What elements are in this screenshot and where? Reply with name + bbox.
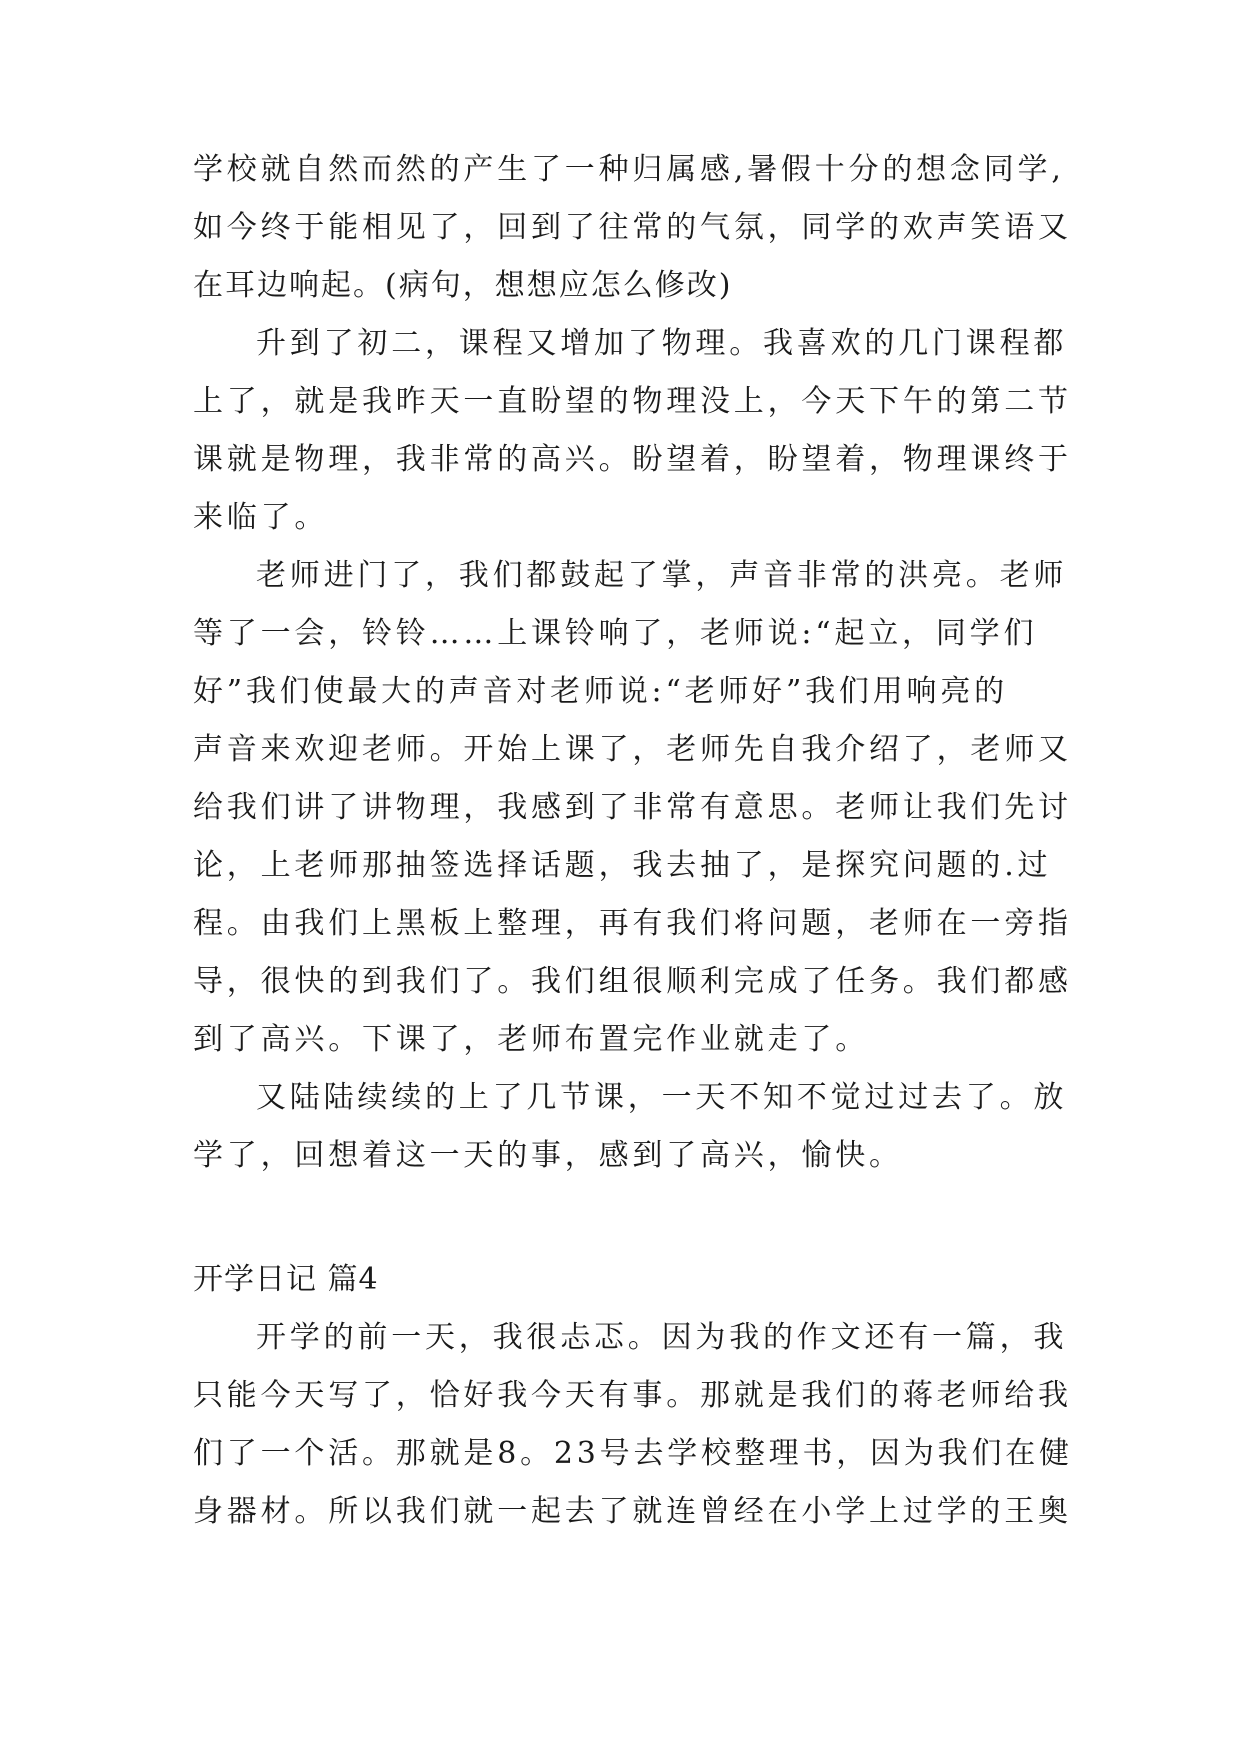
text-line: 程。由我们上黑板上整理，再有我们将问题，老师在一旁指 [193, 906, 1072, 941]
section-heading: 开学日记 篇4 [193, 1262, 379, 1297]
text-line: 开学的前一天，我很忐忑。因为我的作文还有一篇，我 [256, 1320, 1068, 1355]
text-line: 在耳边响起。(病句，想想应怎么修改) [193, 268, 733, 303]
text-line: 们了一个活。那就是8。23号去学校整理书，因为我们在健 [193, 1436, 1073, 1471]
text-line: 升到了初二，课程又增加了物理。我喜欢的几门课程都 [256, 326, 1068, 361]
text-line: 只能今天写了，恰好我今天有事。那就是我们的蒋老师给我 [193, 1378, 1072, 1413]
text-line: 课就是物理，我非常的高兴。盼望着，盼望着，物理课终于 [193, 442, 1072, 477]
text-line: 如今终于能相见了，回到了往常的气氛，同学的欢声笑语又 [193, 210, 1072, 245]
text-line: 等了一会，铃铃……上课铃响了，老师说:“起立，同学们 [193, 616, 1038, 651]
text-line: 声音来欢迎老师。开始上课了，老师先自我介绍了，老师又 [193, 732, 1072, 767]
text-line: 上了，就是我昨天一直盼望的物理没上，今天下午的第二节 [193, 384, 1072, 419]
text-line: 又陆陆续续的上了几节课，一天不知不觉过过去了。放 [256, 1080, 1068, 1115]
text-line: 到了高兴。下课了，老师布置完作业就走了。 [193, 1022, 869, 1057]
text-line: 导，很快的到我们了。我们组很顺利完成了任务。我们都感 [193, 964, 1072, 999]
text-line: 好”我们使最大的声音对老师说:“老师好”我们用响亮的 [193, 674, 1008, 709]
text-line: 身器材。所以我们就一起去了就连曾经在小学上过学的王奥 [193, 1494, 1072, 1529]
text-line: 论，上老师那抽签选择话题，我去抽了，是探究问题的.过 [193, 848, 1052, 883]
text-line: 给我们讲了讲物理，我感到了非常有意思。老师让我们先讨 [193, 790, 1072, 825]
text-line: 学校就自然而然的产生了一种归属感,暑假十分的想念同学, [193, 152, 1065, 187]
text-line: 来临了。 [193, 500, 329, 535]
text-line: 学了，回想着这一天的事，感到了高兴，愉快。 [193, 1138, 903, 1173]
text-line: 老师进门了，我们都鼓起了掌，声音非常的洪亮。老师 [256, 558, 1068, 593]
